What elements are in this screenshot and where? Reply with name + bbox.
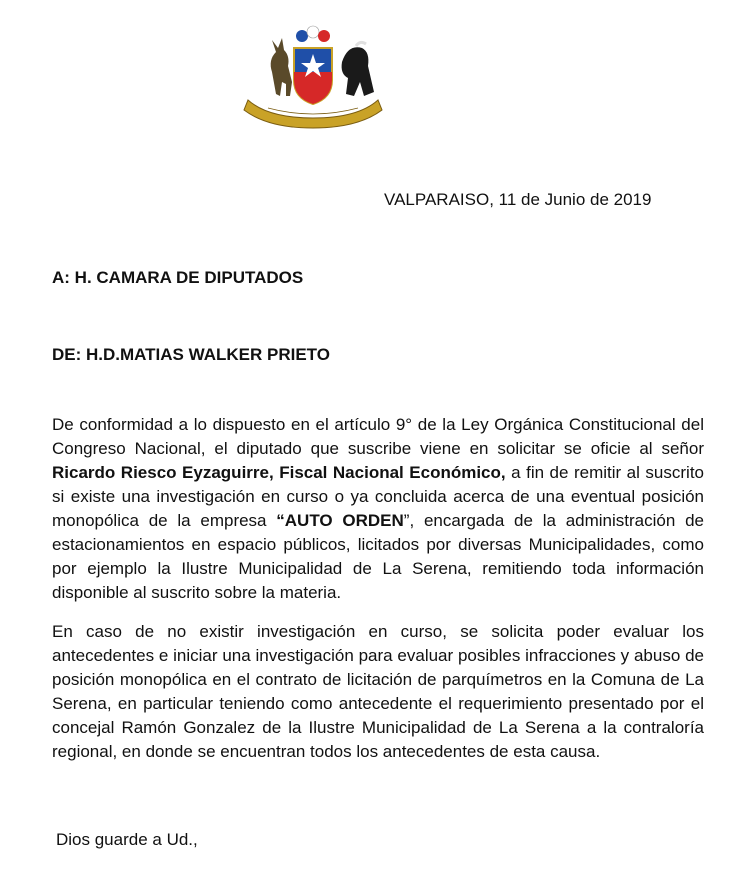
paragraph-text: ”, encargada de la administración de estacionamientos en espacio públicos, licitados por diversas Municipalidades, como por ejemplo la Ilustre Municipalidad de La Serena, remitiendo toda información disponible al suscrito sobre la materia. (52, 511, 704, 602)
paragraph-text: a fin de remitir al suscrito si existe una investigación en curso o ya concluida acerca de una eventual posición monopólica de la empresa (52, 463, 704, 530)
date-line: VALPARAISO, 11 de Junio de 2019 (384, 190, 652, 209)
sender-line: DE: H.D.MATIAS WALKER PRIETO (52, 345, 330, 364)
paragraph-text: De conformidad a lo dispuesto en el artículo 9° de la Ley Orgánica Constitucional del Congreso Nacional, el diputado que suscribe viene en solicitar se oficie al señor (52, 415, 704, 458)
coat-of-arms-emblem (238, 22, 388, 132)
official-name: Ricardo Riesco Eyzaguirre, Fiscal Nacional Económico, (52, 463, 506, 482)
body-paragraph-1 (52, 413, 704, 605)
company-name: “AUTO ORDEN (276, 511, 404, 530)
recipient-line: A: H. CAMARA DE DIPUTADOS (52, 268, 304, 287)
closing-line: Dios guarde a Ud., (56, 830, 198, 849)
body-paragraph-2: En caso de no existir investigación en curso, se solicita poder evaluar los antecedentes e iniciar una investigación para evaluar posibles infracciones y abuso de posición monopólica en el contrato de licitación de parquímetros en la Comuna de La Serena, en particular teniendo como antecedente el requerimiento presentado por el concejal Ramón Gonzalez de la Ilustre Municipalidad de La Serena a la contraloría regional, en donde se encuentran todos los antecedentes de esta causa. (52, 622, 704, 761)
